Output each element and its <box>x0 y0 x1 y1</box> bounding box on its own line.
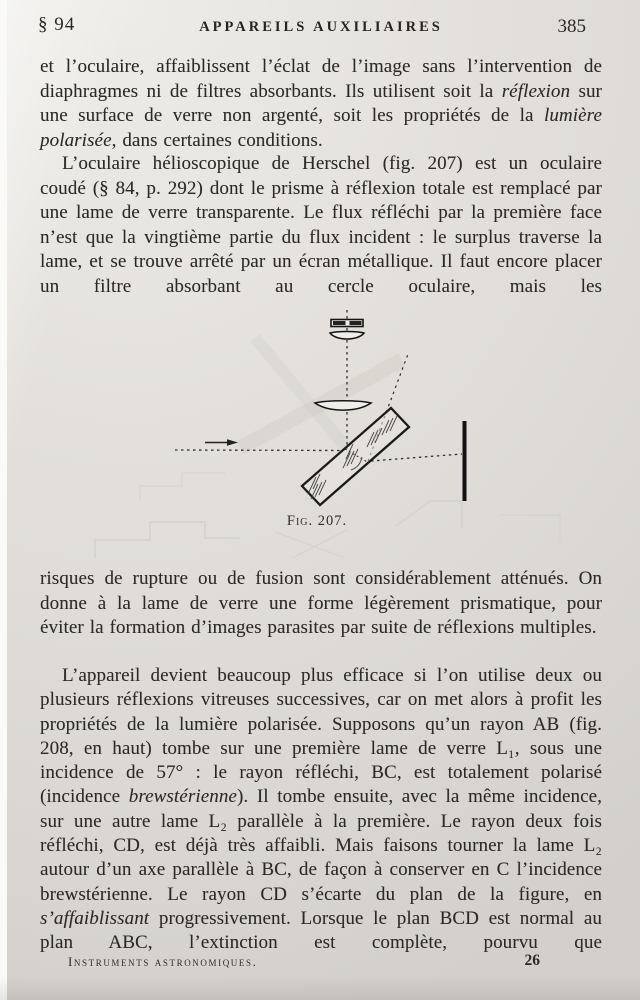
page-number: 385 <box>557 16 586 37</box>
incident-ray-dashed <box>175 450 344 451</box>
paragraph-3: risques de rupture ou de fusion sont considérablement atténués. On donne à la lame de verre une forme légèrement prismatique, pour éviter la formation d’images parasites par suite de réflexions multiples. <box>40 568 602 638</box>
eye-lens <box>330 332 364 340</box>
incident-arrow <box>205 439 238 446</box>
eyepiece-filter <box>331 320 363 327</box>
paragraph-4: L’appareil devient beaucoup plus efficace si l’on utilise deux ou plusieurs réflexions vitreuses successives, car on met alors à profit les propriétés de la lumière polarisée. Supposons qu’un rayon AB (fig. 208, en haut) tombe sur une première lame de verre L₁, sous une incidence de 57° : le rayon réfléchi, BC, est totalement polarisé (incidence brewstérienne). Il tombe ensuite, avec la même incidence, sur une autre lame L₂ parallèle à la première. Le rayon deux fois réfléchi, CD, est déjà très affaibli. Mais faisons tourner la lame L₂ autour d’un axe parallèle à BC, de façon à conserver en C l’incidence brewstérienne. Le rayon CD s’écarte du plan de la figure, en s’affaiblissant progressivement. Lorsque le plan BCD est normal au plan ABC, l’extinction est complète, pourvu que <box>40 665 603 954</box>
paragraph-2: L’oculaire hélioscopique de Herschel (fig. 207) est un oculaire coudé (§ 84, p. 292) dont le prisme à réflexion totale est remplacé par une lame de verre transparente. Le flux réfléchi par la première face n’est que la vingtième partie du flux incident : le surplus traverse la lame, et se trouve arrêté par un écran métallique. Il faut encore placer un filtre absorbant au cercle oculaire, mais les <box>40 153 602 297</box>
footer-signature-number: 26 <box>524 952 540 969</box>
running-title: APPAREILS AUXILIAIRES <box>199 19 443 35</box>
transmitted-ray-dashed <box>371 454 462 461</box>
paragraph-1: et l’oculaire, affaiblissent l’éclat de l’image sans l’intervention de diaphragmes ni de filtres absorbants. Ils utilisent soit la réflexion sur une surface de verre non argenté, soit les propriétés de la lumière polarisée, dans certaines conditions. <box>40 56 602 151</box>
footer-series: Instruments astronomiques. <box>68 954 258 969</box>
scan-shadow <box>0 976 640 1000</box>
figure-caption: Fig. 207. <box>286 513 348 529</box>
section-number: § 94 <box>38 14 76 35</box>
